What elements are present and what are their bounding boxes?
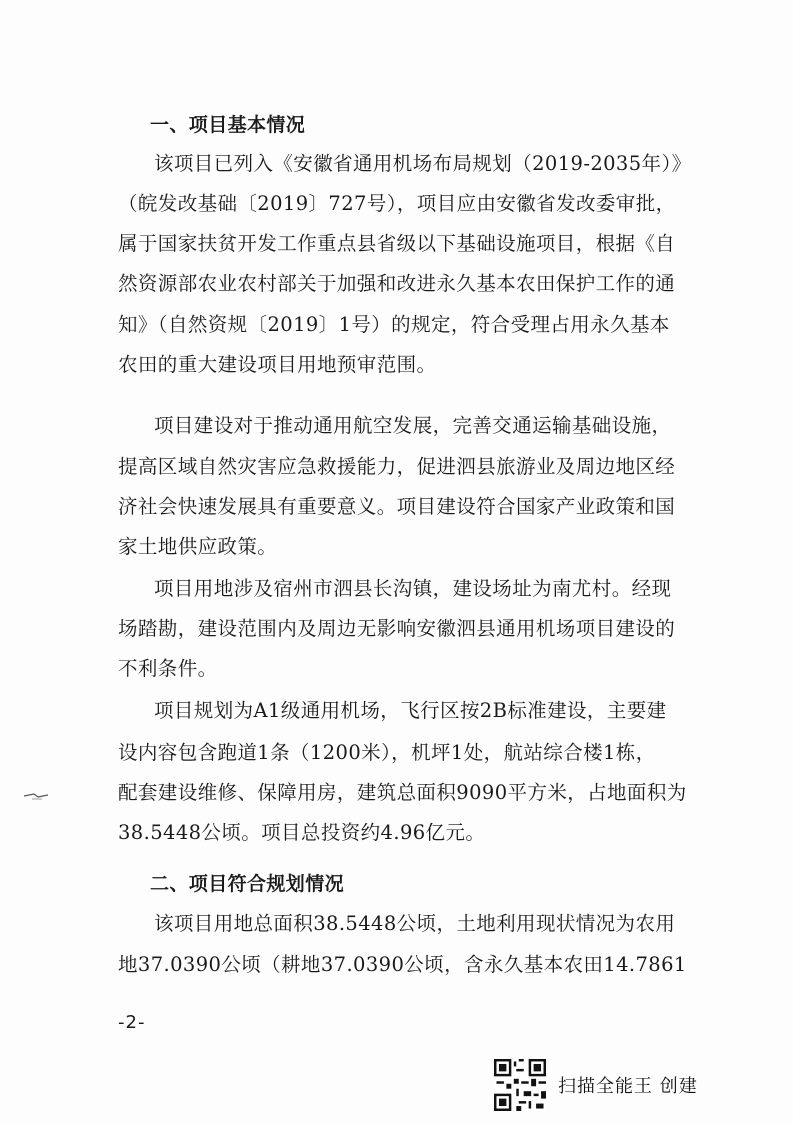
paragraph-line: 该项目已列入《安徽省通用机场布局规划（2019-2035年）》 — [154, 152, 692, 175]
paragraph-line: 然资源部农业农村部关于加强和改进永久基本农田保护工作的通 — [118, 272, 676, 295]
paragraph-line: 项目规划为A1级通用机场，飞行区按2B标准建设，主要建 — [154, 699, 667, 722]
page-number: -2- — [118, 1012, 146, 1033]
paragraph-line: 该项目用地总面积38.5448公顷，土地利用现状情况为农用 — [154, 912, 676, 935]
paragraph-line: 济社会快速发展具有重要意义。项目建设符合国家产业政策和国 — [118, 495, 676, 518]
paragraph-line: 项目用地涉及宿州市泗县长沟镇，建设场址为南尤村。经现 — [154, 577, 672, 600]
paragraph-line: 38.5448公顷。项目总投资约4.96亿元。 — [118, 821, 486, 844]
paragraph-line: 设内容包含跑道1条（1200米），机坪1处，航站综合楼1栋， — [118, 741, 656, 764]
paragraph-line: 知》（自然资规〔2019〕1号）的规定，符合受理占用永久基本 — [118, 313, 670, 336]
paragraph-line: 不利条件。 — [118, 657, 218, 680]
paragraph-line: 配套建设维修、保障用房，建筑总面积9090平方米，占地面积为 — [118, 781, 687, 804]
section-heading-1: 一、项目基本情况 — [150, 114, 306, 136]
paragraph-line: 家土地供应政策。 — [118, 535, 278, 558]
paragraph-line: 农田的重大建设项目用地预审范围。 — [118, 353, 437, 376]
paragraph-line: 项目建设对于推动通用航空发展，完善交通运输基础设施， — [154, 414, 672, 437]
paragraph-line: 提高区域自然灾害应急救援能力，促进泗县旅游业及周边地区经 — [118, 455, 676, 478]
qr-code-icon — [494, 1059, 546, 1111]
paragraph-line: 场踏勘，建设范围内及周边无影响安徽泗县通用机场项目建设的 — [118, 617, 676, 640]
scan-artifact — [22, 790, 50, 802]
paragraph-line: （皖发改基础〔2019〕727号），项目应由安徽省发改委审批， — [118, 192, 676, 215]
scanner-watermark — [494, 1058, 698, 1112]
watermark-text: 扫描全能王 创建 — [558, 1076, 698, 1097]
paragraph-line: 属于国家扶贫开发工作重点县省级以下基础设施项目，根据《自 — [118, 232, 676, 255]
paragraph-line: 地37.0390公顷（耕地37.0390公顷，含永久基本农田14.7861 — [118, 953, 687, 976]
section-heading-2: 二、项目符合规划情况 — [150, 873, 345, 895]
